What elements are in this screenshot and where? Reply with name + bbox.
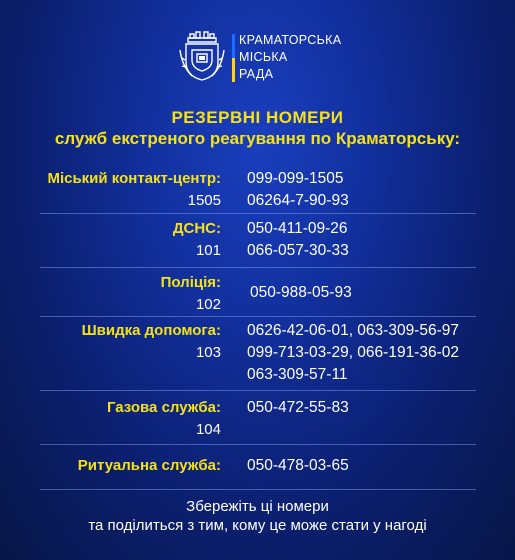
divider	[40, 316, 476, 317]
city-council-name	[239, 32, 341, 83]
service-label: Поліція:	[160, 274, 221, 291]
divider	[40, 267, 476, 268]
service-label: Міський контакт-центр:	[47, 170, 221, 187]
phone-number[interactable]: 050-988-05-93	[250, 284, 352, 301]
divider	[40, 444, 476, 445]
divider	[40, 489, 476, 490]
service-label: Ритуальна служба:	[77, 457, 221, 474]
phone-number[interactable]: 099-713-03-29, 066-191-36-02	[247, 344, 459, 361]
page-subtitle: служб екстреного реагування по Краматорську:	[54, 129, 461, 148]
footer-line1: Збережіть ці номери	[186, 498, 329, 515]
header-logo-block	[178, 28, 358, 90]
city-name-line1: КРАМАТОРСЬКА	[239, 33, 342, 47]
city-coat-of-arms-icon	[178, 28, 226, 84]
divider	[40, 390, 476, 391]
page-title: РЕЗЕРВНІ НОМЕРИ	[171, 108, 344, 127]
divider	[40, 213, 476, 214]
service-label: ДСНС:	[172, 220, 221, 237]
phone-number[interactable]: 050-472-55-83	[247, 399, 349, 416]
phone-number[interactable]: 050-478-03-65	[247, 457, 349, 474]
service-short-number: 101	[195, 242, 221, 259]
phone-number[interactable]: 066-057-30-33	[247, 242, 349, 259]
phone-number[interactable]: 06264-7-90-93	[247, 192, 349, 209]
city-name-line3: РАДА	[239, 67, 274, 81]
phone-number[interactable]: 050-411-09-26	[247, 220, 348, 237]
phone-number[interactable]: 0626-42-06-01, 063-309-56-97	[247, 322, 459, 339]
phone-number[interactable]: 063-309-57-11	[247, 366, 348, 383]
city-name-line2: МІСЬКА	[239, 50, 288, 64]
footer-line2: та поділиться з тим, кому це може стати у нагоді	[88, 517, 427, 534]
service-label: Швидка допомога:	[81, 322, 221, 339]
service-short-number: 1505	[187, 192, 221, 209]
service-short-number: 104	[195, 421, 221, 438]
service-short-number: 102	[195, 296, 221, 313]
footer-note	[0, 497, 515, 535]
service-label: Газова служба:	[106, 399, 221, 416]
service-short-number: 103	[195, 344, 221, 361]
phone-number[interactable]: 099-099-1505	[247, 170, 344, 187]
ukraine-flag-stripe	[232, 34, 235, 82]
